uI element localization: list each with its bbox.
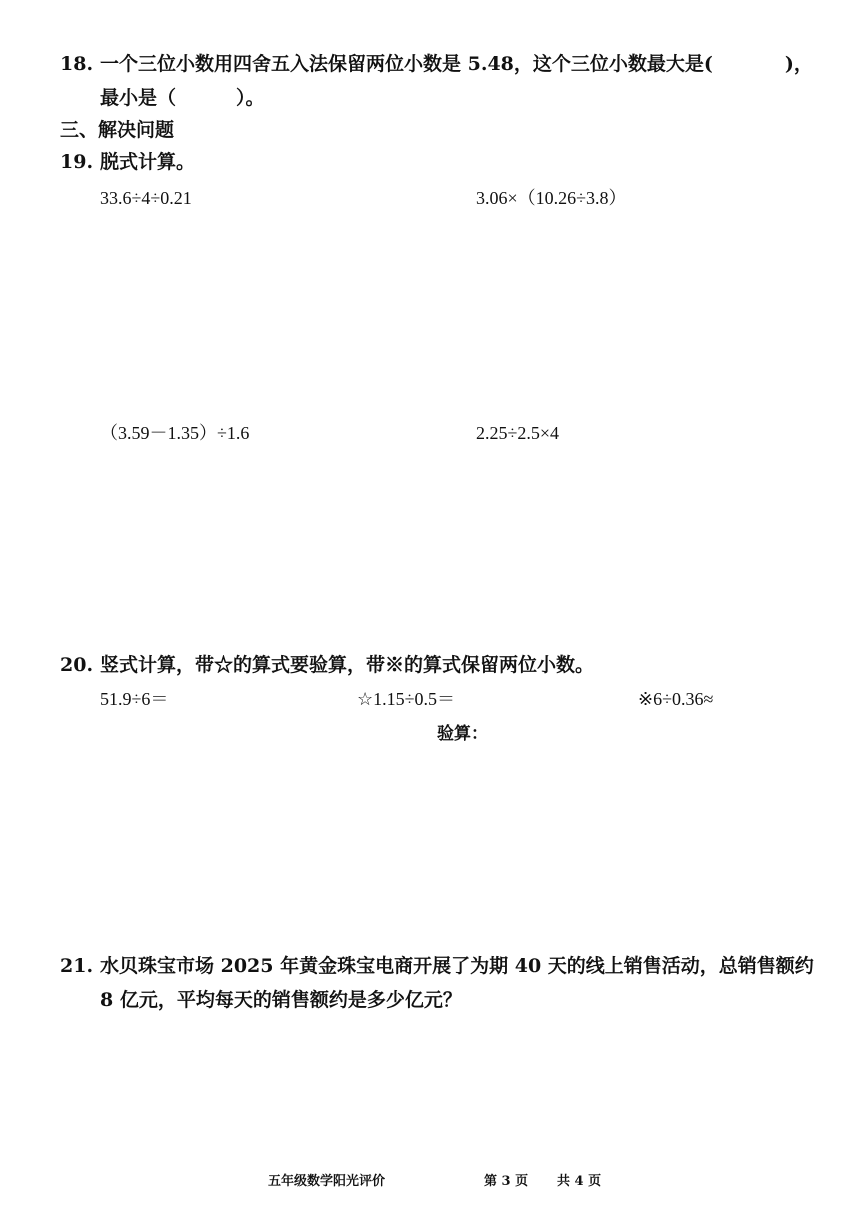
question-18-text-b: )， xyxy=(784,53,813,75)
question-18-text-c: 最小是（ xyxy=(100,87,177,109)
question-20-number: 20. xyxy=(60,654,94,676)
question-20-expression-1: 51.9÷6＝ xyxy=(100,689,169,709)
question-18-line-2 xyxy=(100,86,265,110)
question-19-expression-4: 2.25÷2.5×4 xyxy=(476,423,560,443)
question-19-expression-3: （3.59－1.35）÷1.6 xyxy=(100,423,250,443)
question-21-line-2: 8 亿元，平均每天的销售额约是多少亿元？ xyxy=(100,989,462,1011)
question-20-expression-2: ☆1.15÷0.5＝ xyxy=(357,689,456,709)
question-18-line-1 xyxy=(100,52,813,76)
question-18-number: 18. xyxy=(60,53,94,75)
question-18-text-d: ）。 xyxy=(236,87,265,109)
footer-total-pages: 共 4 页 xyxy=(557,1174,602,1189)
question-21-line-1: 水贝珠宝市场 2025 年黄金珠宝电商开展了为期 40 天的线上销售活动，总销售额约 xyxy=(100,955,814,977)
question-20-title: 竖式计算，带☆的算式要验算，带※的算式保留两位小数。 xyxy=(100,654,595,676)
question-19-title: 脱式计算。 xyxy=(100,151,196,173)
question-19-number: 19. xyxy=(60,151,94,173)
question-19-expression-2: 3.06×（10.26÷3.8） xyxy=(476,188,627,208)
question-18-text-a: 一个三位小数用四舍五入法保留两位小数是 5.48，这个三位小数最大是( xyxy=(100,53,713,75)
check-label: 验算： xyxy=(437,724,488,744)
section-3-title: 三、解决问题 xyxy=(60,119,175,141)
question-19-expression-1: 33.6÷4÷0.21 xyxy=(100,188,192,208)
footer-title: 五年级数学阳光评价 xyxy=(268,1174,386,1189)
question-21-number: 21. xyxy=(60,955,94,977)
question-20-expression-3: ※6÷0.36≈ xyxy=(638,689,714,709)
footer-page-number: 第 3 页 xyxy=(484,1174,529,1189)
